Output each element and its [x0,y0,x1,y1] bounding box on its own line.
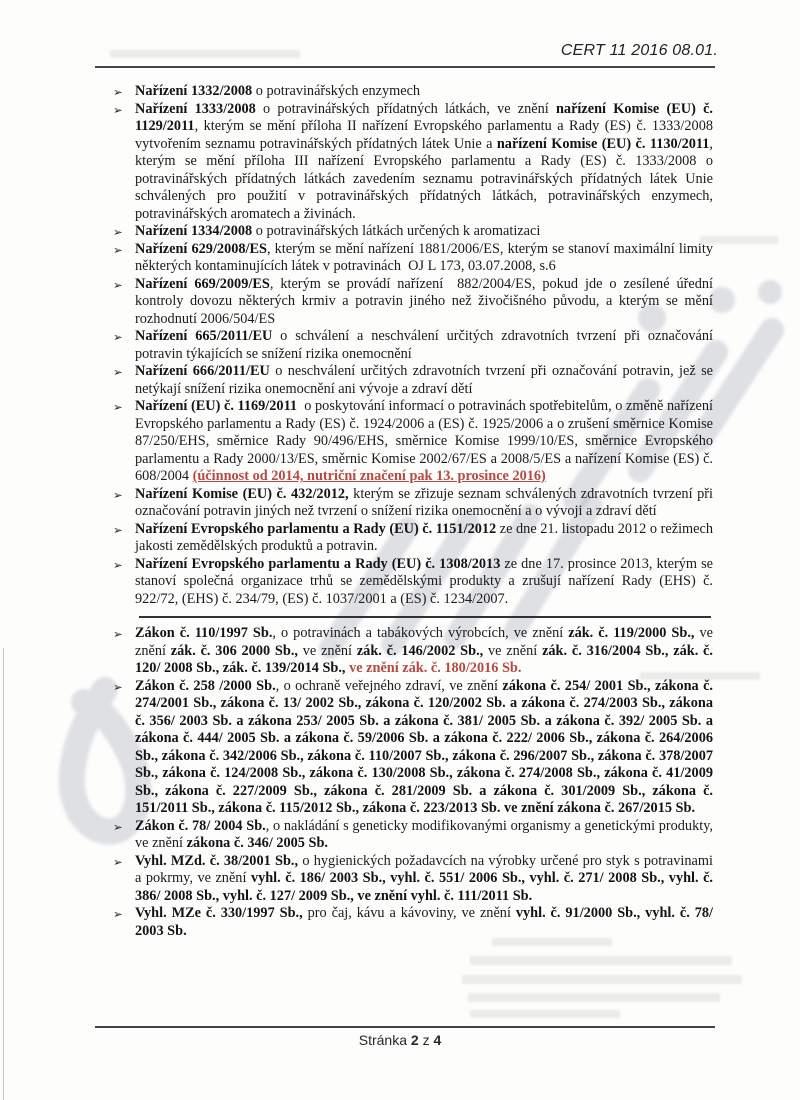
footer-rule [95,1026,715,1028]
scan-bleed-artifact [470,956,732,965]
national-laws-list [113,625,713,940]
list-item [113,101,713,224]
header-rule [95,66,715,68]
bullet-arrow-icon: ➢ [113,907,123,921]
bullet-arrow-icon: ➢ [113,225,123,239]
list-item-text: Vyhl. MZd. č. 38/2001 Sb., o hygienických požadavcích na výrobky určené pro styk s potravinami a pokrmy, ve znění vyhl. č. 186/ 2003 Sb., vyhl. č. 551/ 2006 Sb., vyhl. č. 271/ 2008 Sb., vyhl. č. 386/ 2008 Sb., vyhl. č. 127/ 2009 Sb., ve znění vyhl. č. 111/2011 Sb. [135,852,714,904]
scan-bleed-artifact [468,993,720,1002]
footer-current-page: 2 [410,1032,419,1048]
doc-code: CERT 11 2016 08.01. [560,42,718,59]
list-item [113,905,713,940]
bullet-arrow-icon: ➢ [113,819,123,834]
list-item [113,486,713,521]
list-item-text: Nařízení 1332/2008 o potravinářských enzymech [135,83,421,99]
list-item-text: Nařízení 666/2011/EU o neschválení určitých zdravotních tvrzení při označování potravin, jež se netýkají snížení rizika onemocnění ani vývoje a zdraví dětí [135,363,713,397]
page-number-label [0,1032,800,1048]
bullet-arrow-icon: ➢ [113,487,123,502]
bullet-arrow-icon: ➢ [113,330,123,344]
list-item [113,521,713,556]
bullet-arrow-icon: ➢ [113,102,123,117]
list-item [113,625,713,678]
list-item [113,363,713,398]
list-item [113,398,713,486]
list-item-text: Nařízení (EU) č. 1169/2011 o poskytování informací o potravinách spotřebitelům, o změně nařízení Evropského parlamentu a Rady (ES) č. 1924/2006 a (ES) č. 1925/2006 a o zrušení směrnice Komise 87/250/EHS, směrnice Rady 90/496/EHS, směrnice Komise 1999/10/ES, směrnice Evropského parlamentu a Rady 2000/13/ES, směrnic Komise 2002/67/ES a 2008/5/ES a nařízení Komise (ES) č. 608/2004 (účinnost od 2014, nutriční značení pak 13. prosince 2016) [135,398,713,484]
list-item-text: Zákon č. 78/ 2004 Sb., o nakládání s geneticky modifikovanými organismy a genetickými produkty, ve znění zákona č. 346/ 2005 Sb. [135,817,713,851]
list-item [113,276,713,329]
list-item [113,241,713,276]
list-item [113,818,713,853]
list-item-text: Nařízení 629/2008/ES, kterým se mění nařízení 1881/2006/ES, kterým se stanoví maximální limity některých kontaminujících látek v potravinách OJ L 173, 03.07.2008, s.6 [135,240,714,274]
bullet-arrow-icon: ➢ [113,557,123,572]
bullet-arrow-icon: ➢ [113,627,123,641]
list-item-text: Zákon č. 258 /2000 Sb., o ochraně veřejného zdraví, ve znění zákona č. 254/ 2001 Sb., zákona č. 274/2001 Sb., zákona č. 13/ 2002 Sb., zákona č. 120/2002 Sb. a zákona č. 274/2003 Sb., zákona č. 356/ 2003 Sb. a zákona 253/ 2005 Sb. a zákona č. 381/ 2005 Sb. a zákona č. 392/ 2005 Sb. a zákona č. 444/ 2005 Sb. a zákona č. 59/2006 Sb. a zákona č. 222/ 2006 Sb., zákona č. 264/2006 Sb., zákona č. 342/2006 Sb., zákona č. 110/2007 Sb., zákona č. 296/2007 Sb., zákona č. 378/2007 Sb., zákona č. 124/2008 Sb., zákona č. 130/2008 Sb., zákona č. 274/2008 Sb., zákona č. 41/2009 Sb., zákona č. 227/2009 Sb., zákona č. 281/2009 Sb. a zákona č. 301/2009 Sb., zákona č. 151/2011 Sb., zákona č. 115/2012 Sb., zákona č. 223/2013 Sb. ve znění zákona č. 267/2015 Sb. [135,677,713,816]
list-item-text: Nařízení 1334/2008 o potravinářských látkách určených k aromatizaci [135,223,541,239]
list-item [113,223,713,241]
scan-bleed-artifact [110,50,300,58]
list-item-text: Nařízení Komise (EU) č. 432/2012, kterým se zřizuje seznam schválených zdravotních tvrzení při označování potravin jiných než tvrzení o snížení rizika onemocnění a o vývoji a zdraví dětí [135,485,713,519]
list-item [113,853,713,906]
scan-bleed-artifact [470,1010,620,1018]
footer-prefix: Stránka [358,1032,407,1048]
list-item-text: Nařízení Evropského parlamentu a Rady (EU) č. 1308/2013 ze dne 17. prosince 2013, kterým se stanoví společná organizace trhů se zemědělskými produkty a zrušují nařízení Rady (EHS) č. 922/72, (EHS) č. 234/79, (ES) č. 1037/2001 a (ES) č. 1234/2007. [135,555,713,607]
bullet-arrow-icon: ➢ [113,679,123,694]
list-item-text: Nařízení Evropského parlamentu a Rady (EU) č. 1151/2012 ze dne 21. listopadu 2012 o režimech jakosti zemědělských produktů a potravin. [135,520,713,554]
bullet-arrow-icon: ➢ [113,85,123,99]
list-item-text: Zákon č. 110/1997 Sb., o potravinách a tabákových výrobcích, ve znění zák. č. 119/2000 Sb., ve znění zák. č. 306 2000 Sb., ve znění zák. č. 146/2002 Sb., ve znění zák. č. 316/2004 Sb., zák. č. 120/ 2008 Sb., zák. č. 139/2014 Sb., ve znění zák. č. 180/2016 Sb. [135,625,714,676]
section-divider [139,616,711,618]
bullet-arrow-icon: ➢ [113,242,123,257]
document-body [113,83,713,940]
bullet-arrow-icon: ➢ [113,854,123,869]
scan-bleed-artifact [462,975,742,984]
list-item-text: Nařízení 1333/2008 o potravinářských přídatných látkách, ve znění nařízení Komise (EU) č. 1129/2011, kterým se mění příloha II nařízení Evropského parlamentu a Rady (ES) č. 1333/2008 vytvořením seznamu potravinářských přídatných látek Unie a nařízení Komise (EU) č. 1130/2011, kterým se mění příloha III nařízení Evropského parlamentu a Rady (ES) č. 1333/2008 o potravinářských přídatných látkách zavedením seznamu potravinářských přídatných látek Unie schválených pro použití v potravinářských přídatných látkách, potravinářských enzymech, potravinářských aromatech a živinách. [135,100,713,222]
eu-regulations-list [113,83,713,608]
list-item-text: Nařízení 669/2009/ES, kterým se provádí nařízení 882/2004/ES, pokud jde o zesílené úřední kontroly dovozu některých krmiv a potravin jiného než živočišného původu, a kterým se mění rozhodnutí 2006/504/ES [135,275,714,327]
list-item [113,328,713,363]
bullet-arrow-icon: ➢ [113,277,123,292]
list-item [113,83,713,101]
list-item-text: Vyhl. MZe č. 330/1997 Sb., pro čaj, kávu a kávoviny, ve znění vyhl. č. 91/2000 Sb., vyhl. č. 78/ 2003 Sb. [135,905,713,939]
list-item [113,556,713,609]
list-item-text: Nařízení 665/2011/EU o schválení a neschválení určitých zdravotních tvrzení při označování potravin týkajících se snížení rizika onemocnění [135,328,713,362]
bullet-arrow-icon: ➢ [113,400,123,414]
footer-separator: z [422,1032,430,1048]
footer-total-pages: 4 [433,1032,442,1048]
bullet-arrow-icon: ➢ [113,522,123,537]
list-item [113,678,713,818]
bullet-arrow-icon: ➢ [113,365,123,379]
